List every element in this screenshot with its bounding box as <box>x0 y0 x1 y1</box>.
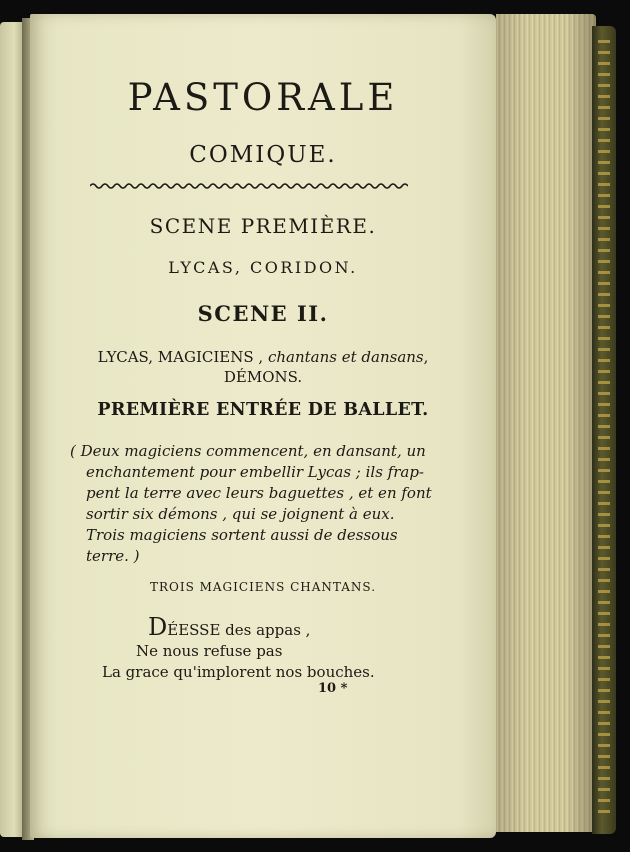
stage-direction-line: pent la terre avec leurs baguettes , et en font <box>86 484 432 502</box>
singers-heading: TROIS MAGICIENS CHANTANS. <box>149 580 377 594</box>
gilt-spine-decoration <box>598 40 610 820</box>
stage-direction-line: enchantement pour embellir Lycas ; ils frap- <box>86 463 425 481</box>
scene-2-characters <box>30 347 496 387</box>
stage-direction-line: terre. ) <box>86 547 140 565</box>
verse-line-1 <box>96 613 436 641</box>
wavy-rule-ornament <box>90 181 408 191</box>
stage-direction-line: ( Deux magiciens commencent, en dansant, un <box>70 442 426 460</box>
scene-2-characters-roman: LYCAS, MAGICIENS , <box>97 348 264 366</box>
verse-line-3: La grace qu'implorent nos bouches. <box>102 663 375 681</box>
scene-2-characters-line2: DÉMONS. <box>223 368 303 386</box>
verse <box>96 613 436 683</box>
scene-2-characters-comma: , <box>423 348 429 366</box>
ballet-heading: PREMIÈRE ENTRÉE DE BALLET. <box>97 400 429 420</box>
page-subtitle: COMIQUE. <box>189 142 337 168</box>
scene-1-heading: SCENE PREMIÈRE. <box>149 214 377 238</box>
scene-2-heading: SCENE II. <box>197 301 329 326</box>
signature-mark: 10 * <box>318 681 348 696</box>
verse-dropcap: D <box>148 613 168 641</box>
verse-line-1-rest: ÉESSE des appas , <box>167 621 311 639</box>
stage-direction-line: sortir six démons , qui se joignent à eux. <box>86 505 395 523</box>
stage-direction-line: Trois magiciens sortent aussi de dessous <box>86 526 398 544</box>
stage-direction <box>70 441 432 567</box>
verse-line-2: Ne nous refuse pas <box>136 642 283 660</box>
page-edge-shadow <box>496 14 596 832</box>
scene-2-characters-italic: chantans et dansans <box>267 348 424 366</box>
page-text <box>30 14 496 838</box>
scene-1-characters: LYCAS, CORIDON. <box>168 258 358 277</box>
page-title: PASTORALE <box>127 76 399 119</box>
